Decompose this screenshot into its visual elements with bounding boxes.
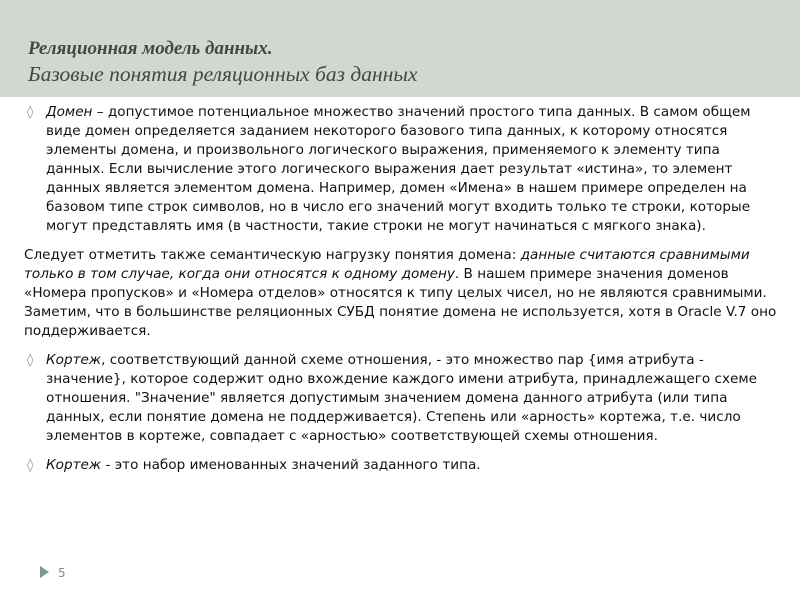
semantic-rest: . В нашем примере значения доменов «Номера пропусков» и «Номера отделов» относятся к типу целых чисел, но не являются сравнимыми. Заметим, что в большинстве реляционных СУБД понятие домена не используется, хотя в Oracle V.7 оно поддерживается. [24,266,777,339]
page-number: 5 [58,566,66,580]
paragraph-semantic [0,246,800,341]
paragraph-tuple [0,351,800,446]
triangle-right-icon [40,566,49,578]
slide-header [0,0,800,97]
domain-definition: – допустимое потенциальное множество значений простого типа данных. В самом общем виде домен определяется заданием некоторого базового типа данных, к которому относятся элементы домена, и произвольного логического выражения, применяемого к элементу типа данных. Если вычисление этого логического выражения дает результат «истина», то элемент данных является элементом домена. Например, домен «Имена» в нашем примере определен на базовом типе строк символов, но в число его значений могут входить только те строки, которые могут представлять имя (в частности, такие строки не могут начинаться с мягкого знака). [46,104,751,234]
semantic-italic: данные считаются сравнимыми только в том случае, когда они относятся к одному домену [24,247,750,282]
slide-title: Реляционная модель данных. [28,38,273,59]
paragraph-domain [0,103,800,236]
tuple2-definition: - это набор именованных значений заданного типа. [101,457,481,473]
tuple-definition: , соответствующий данной схеме отношения, - это множество пар {имя атрибута - значение}, которое содержит одно вхождение каждого имени атрибута, принадлежащего схеме отношения. "Значение" является допустимым значением домена данного атрибута (или типа данных, если понятие домена не поддерживается). Степень или «арность» кортежа, т.е. число элементов в кортеже, совпадает с «арностью» соответствующей схемы отношения. [46,352,757,444]
tuple-term: Кортеж [46,352,102,368]
bullet-icon: ◊ [27,105,34,120]
slide-subtitle: Базовые понятия реляционных баз данных [28,62,418,86]
bullet-icon: ◊ [27,458,34,473]
bullet-icon: ◊ [27,353,34,368]
tuple2-term: Кортеж [46,457,102,473]
paragraph-tuple-short [0,456,800,475]
semantic-lead: Следует отметить также семантическую нагрузку понятия домена: [24,247,521,263]
slide-body [0,103,800,475]
domain-term: Домен [46,104,93,120]
